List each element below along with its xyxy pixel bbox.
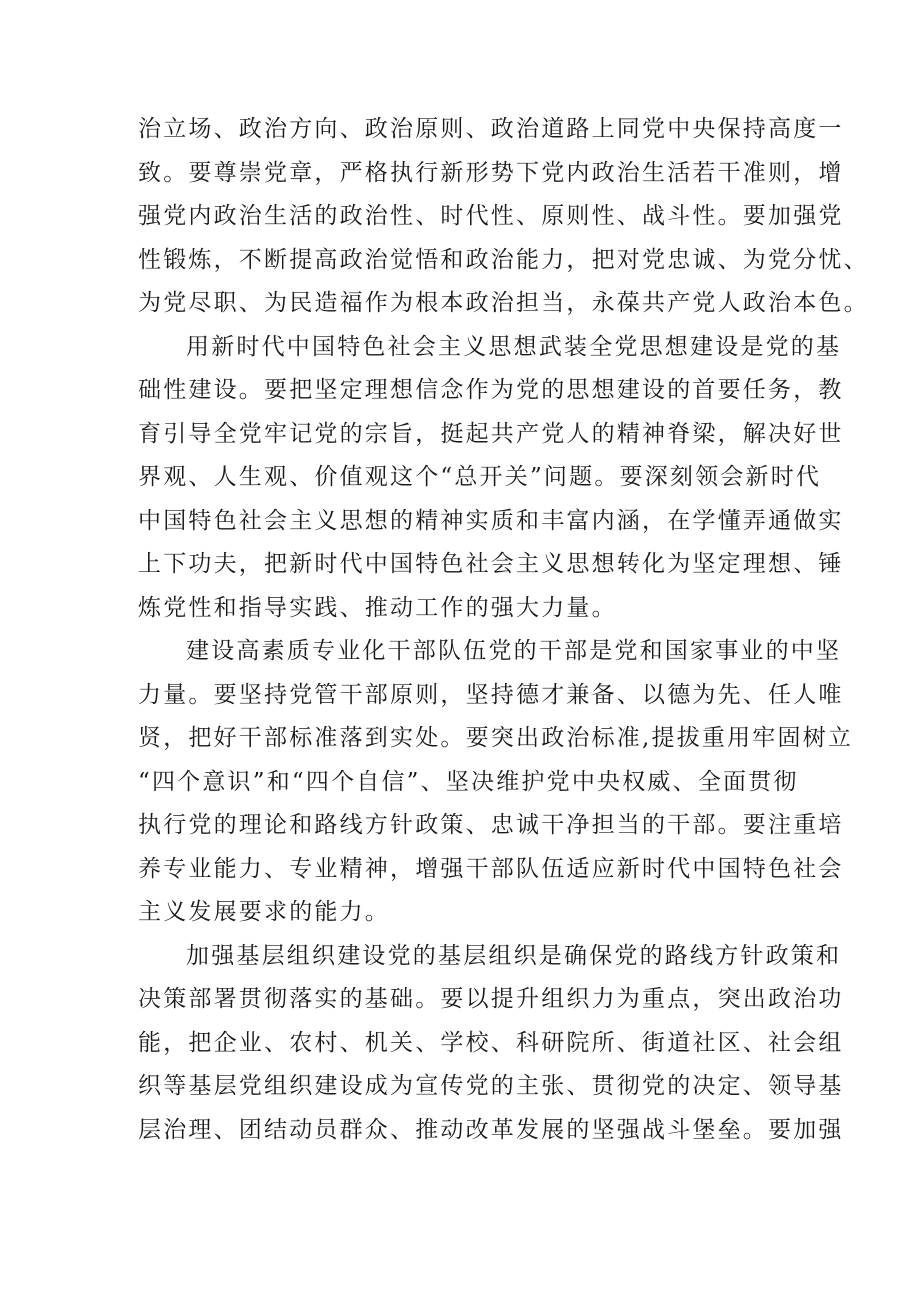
text-line: 性锻炼，不断提高政治觉悟和政治能力，把对党忠诚、为党分忧、 [138,246,869,273]
text-line: 建设高素质专业化干部队伍党的干部是党和国家事业的中坚 [186,638,842,664]
text-line: 强党内政治生活的政治性、时代性、原则性、战斗性。要加强党 [138,203,844,229]
document-body [138,108,869,1152]
paragraph-3 [138,630,854,935]
text-line: 炼党性和指导实践、推动工作的强大力量。 [138,594,617,621]
text-line: 为党尽职、为民造福作为根本政治担当，永葆共产党人政治本色。 [138,290,869,316]
paragraph-4 [138,935,844,1153]
text-line: 致。要尊崇党章，严格执行新形势下党内政治生活若干准则，增 [138,159,844,186]
text-line: 础性建设。要把坚定理想信念作为党的思想建设的首要任务，教 [138,377,844,403]
text-line: 执行党的理论和路线方针政策、忠诚干净担当的干部。要注重培 [138,812,844,838]
text-line: 能，把企业、农村、机关、学校、科研院所、街道社区、社会组 [138,1029,844,1056]
text-line: 贤，把好干部标准落到实处。要突出政治标准,提拔重用牢固树立 [138,725,854,751]
text-line: 决策部署贯彻落实的基础。要以提升组织力为重点，突出政治功 [138,986,844,1012]
text-line: 主义发展要求的能力。 [138,899,390,925]
text-line: 育引导全党牢记党的宗旨，挺起共产党人的精神脊梁，解决好世 [138,420,844,447]
text-line: “四个意识”和“四个自信”、坚决维护党中央权威、全面贯彻 [138,768,799,795]
text-line: 中国特色社会主义思想的精神实质和丰富内涵，在学懂弄通做实 [138,507,844,534]
text-line: 加强基层组织建设党的基层组织是确保党的路线方针政策和 [186,942,842,969]
text-line: 治立场、政治方向、政治原则、政治道路上同党中央保持高度一 [138,116,844,142]
text-line: 界观、人生观、价值观这个“总开关”问题。要深刻领会新时代 [138,464,822,490]
paragraph-2 [138,326,844,631]
text-line: 上下功夫，把新时代中国特色社会主义思想转化为坚定理想、锤 [138,551,844,577]
text-line: 养专业能力、专业精神，增强干部队伍适应新时代中国特色社会 [138,855,844,882]
text-line: 织等基层党组织建设成为宣传党的主张、贯彻党的决定、领导基 [138,1073,844,1099]
text-line: 用新时代中国特色社会主义思想武装全党思想建设是党的基 [186,333,842,360]
text-line: 力量。要坚持党管干部原则，坚持德才兼备、以德为先、任人唯 [138,681,844,708]
paragraph-1 [138,108,869,326]
text-line: 层治理、团结动员群众、推动改革发展的坚强战斗堡垒。要加强 [138,1116,844,1143]
